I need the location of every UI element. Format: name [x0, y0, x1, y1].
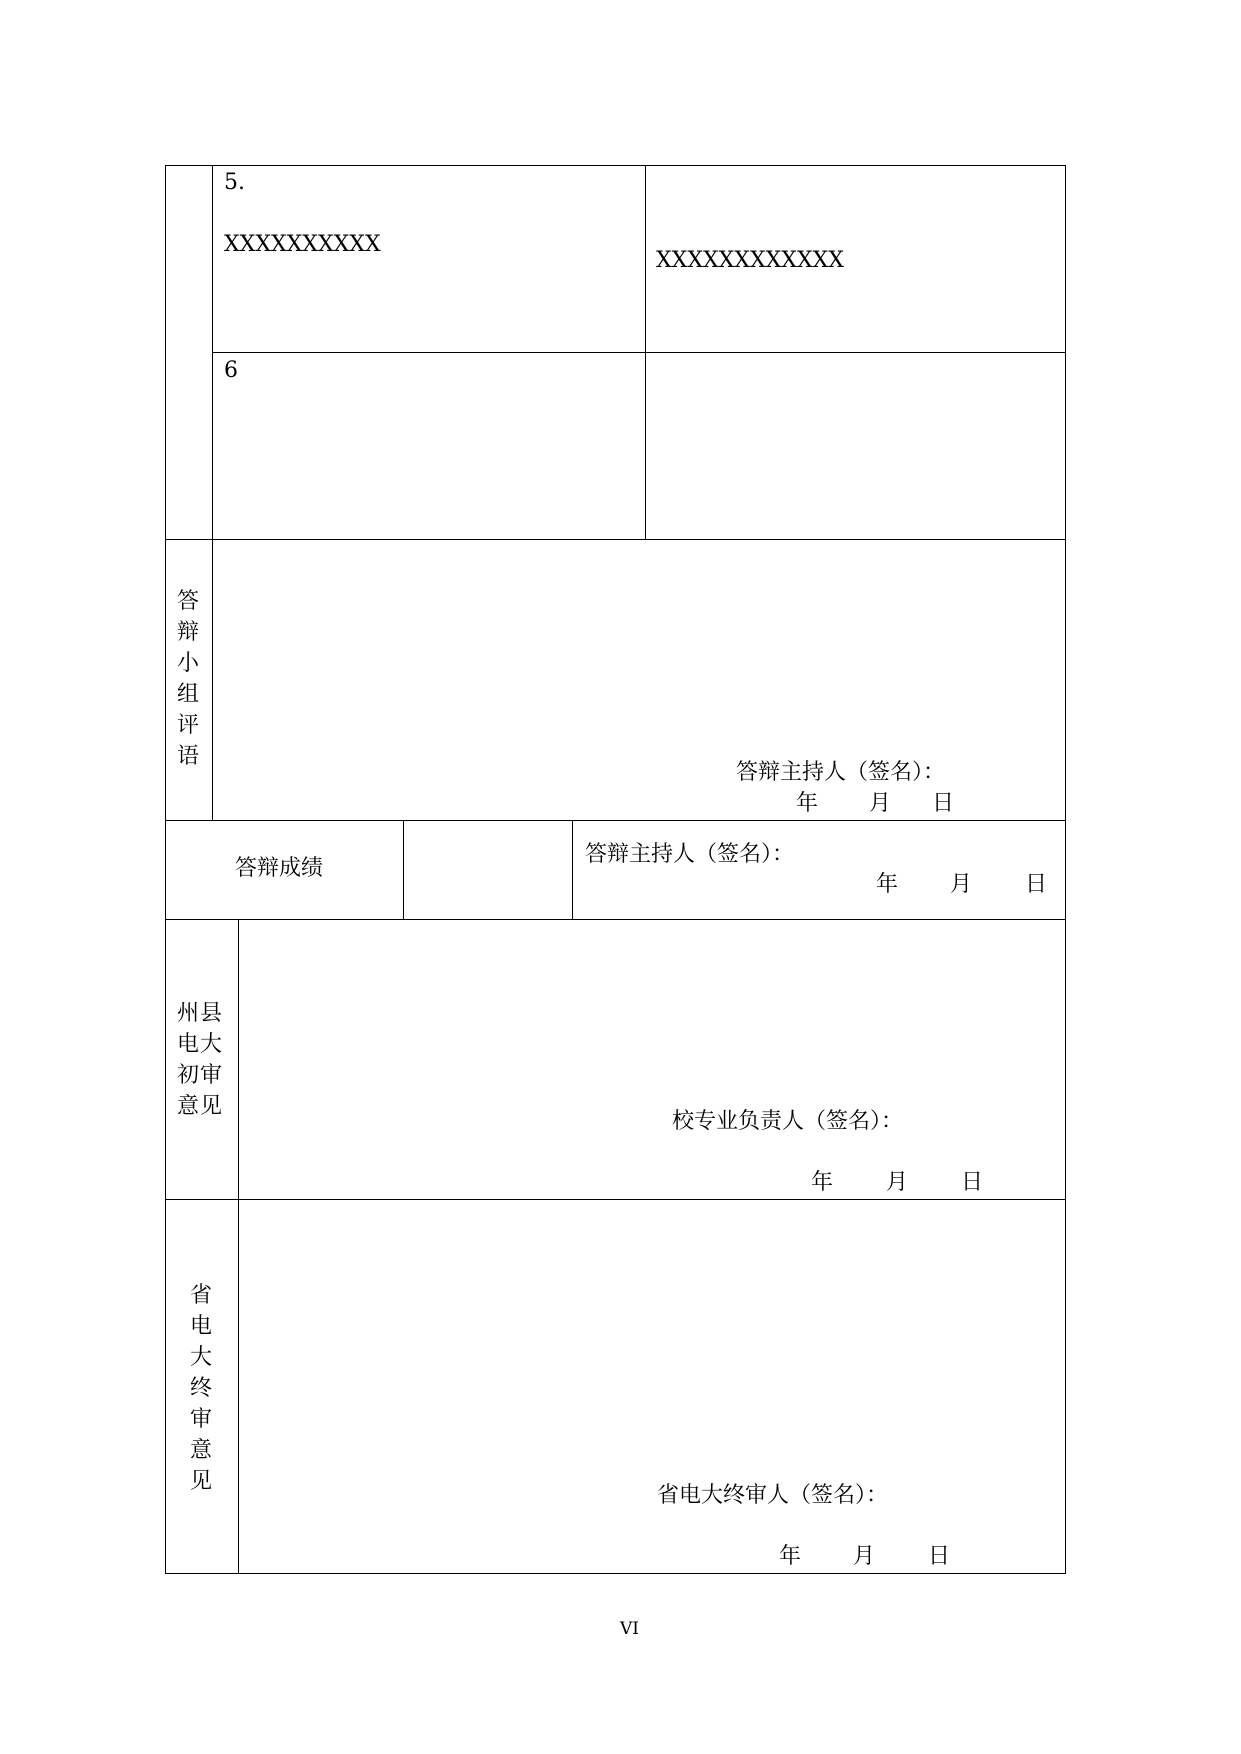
- defense-date-month: 月: [950, 872, 973, 897]
- item6-left-field[interactable]: [213, 353, 644, 539]
- section2-bottom-divider: [165, 820, 1066, 821]
- county-date-year: 年: [811, 1170, 834, 1195]
- province-date-month: 月: [853, 1544, 876, 1569]
- defense-host-signature: 答辩主持人（签名）：: [585, 842, 795, 867]
- committee-date-year: 年: [796, 791, 819, 816]
- committee-date-day: 日: [932, 791, 955, 816]
- province-date-day: 日: [928, 1544, 951, 1569]
- committee-host-signature: 答辩主持人（签名）：: [736, 760, 946, 785]
- county-review-label: 州县电大初审意见: [177, 1001, 224, 1119]
- committee-comments-label: 答辩小组评语: [176, 589, 199, 769]
- item6-right-field[interactable]: [646, 353, 1065, 539]
- section3-divider-2: [572, 820, 573, 920]
- province-review-field[interactable]: [239, 1200, 1065, 1470]
- table-border-bottom: [165, 1573, 1066, 1574]
- county-review-field[interactable]: [239, 920, 1065, 1100]
- item5-right-text[interactable]: XXXXXXXXXXXX: [656, 248, 844, 273]
- table-border-top: [165, 165, 1066, 166]
- defense-date-year: 年: [876, 872, 899, 897]
- province-date-year: 年: [779, 1544, 802, 1569]
- item6-number: 6: [224, 358, 238, 383]
- province-signature: 省电大终审人（签名）：: [657, 1483, 889, 1508]
- table-border-left: [165, 165, 166, 1574]
- item5-left-text[interactable]: XXXXXXXXXX: [224, 232, 381, 257]
- committee-comments-field[interactable]: [213, 540, 1065, 755]
- committee-date-month: 月: [869, 791, 892, 816]
- defense-score-field[interactable]: [404, 821, 571, 919]
- county-date-day: 日: [961, 1170, 984, 1195]
- item5-number: 5.: [224, 170, 245, 195]
- table-border-right: [1065, 165, 1066, 1574]
- page-number: VI: [620, 1619, 639, 1639]
- province-review-label: 省电大终审意见: [189, 1283, 212, 1494]
- defense-date-day: 日: [1025, 872, 1048, 897]
- defense-score-label: 答辩成绩: [235, 856, 324, 881]
- county-signature: 校专业负责人（签名）：: [672, 1109, 904, 1134]
- county-date-month: 月: [886, 1170, 909, 1195]
